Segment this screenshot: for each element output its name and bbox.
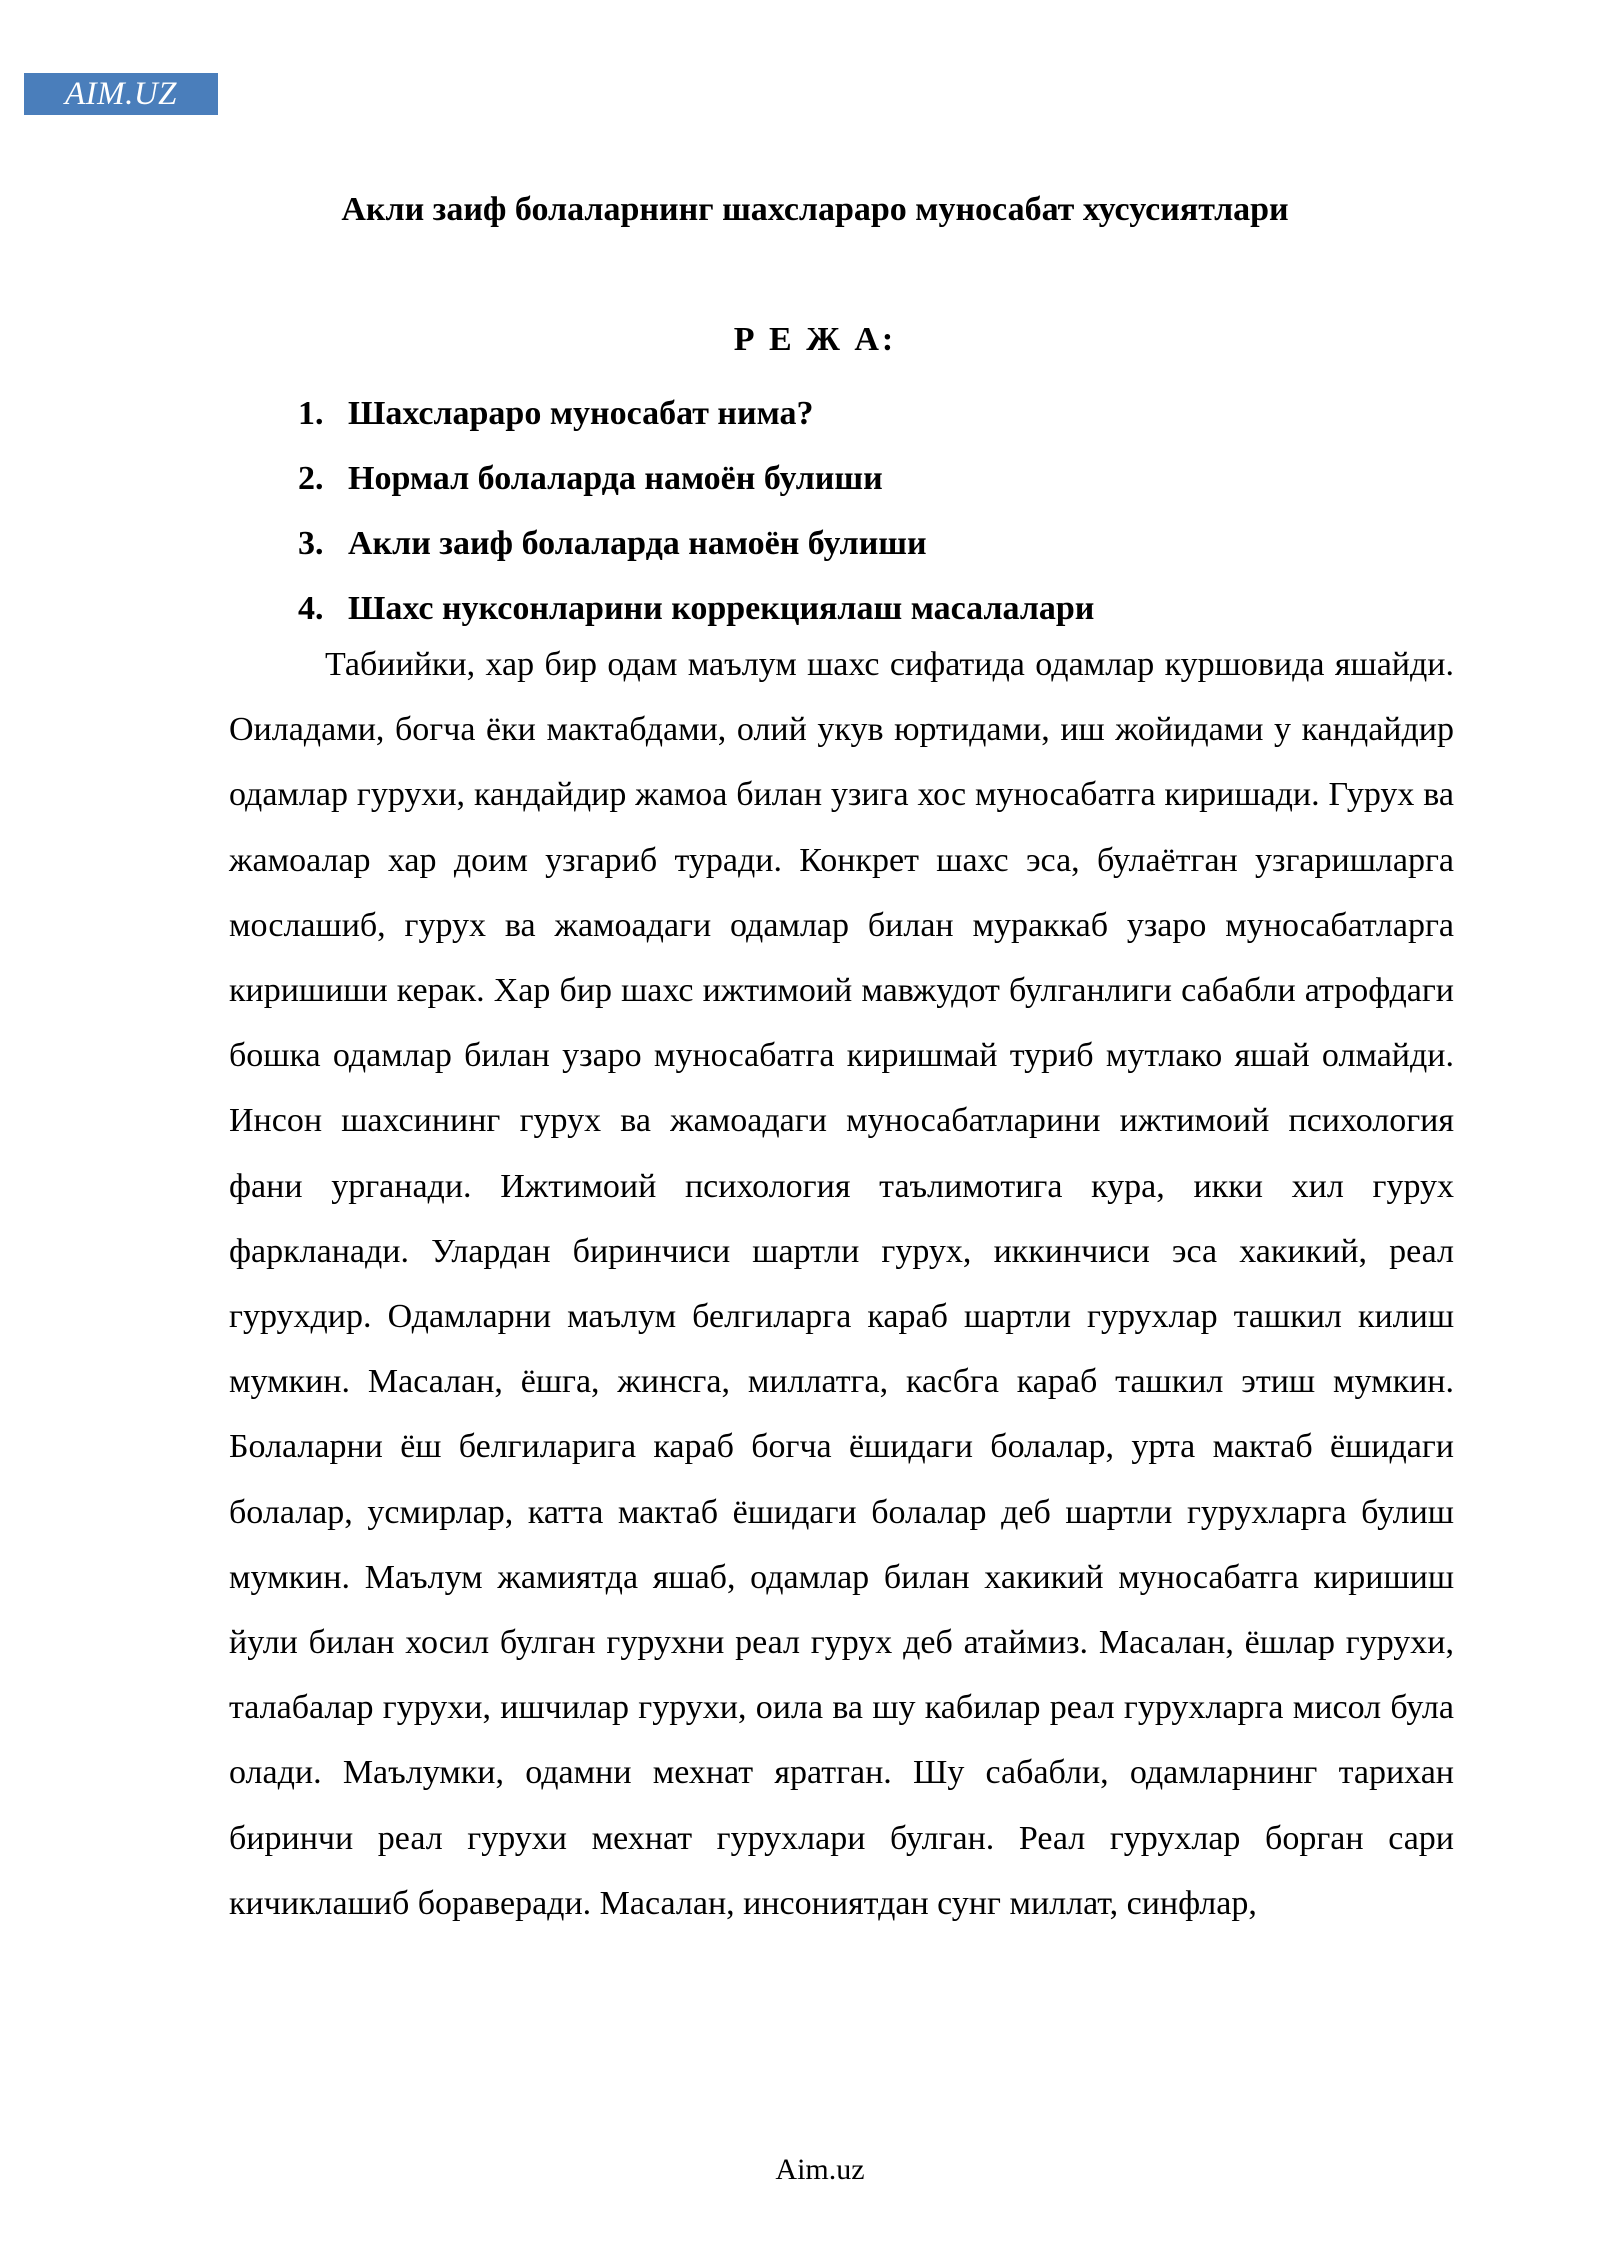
plan-list xyxy=(298,381,1094,641)
plan-item xyxy=(298,381,1094,446)
plan-item-text: Акли заиф болаларда намоён булиши xyxy=(348,525,927,562)
plan-item-text: Шахслараро муносабат нима? xyxy=(348,395,814,432)
plan-item-text: Нормал болаларда намоён булиши xyxy=(348,460,883,497)
plan-item-number: 1. xyxy=(298,395,324,432)
page-footer: Aim.uz xyxy=(775,2153,865,2186)
document-title: Акли заиф болаларнинг шахслараро муносабат хусусиятлари xyxy=(341,191,1289,228)
plan-item xyxy=(298,446,1094,511)
body-paragraph: Табиийки, хар бир одам маълум шахс сифатида одамлар куршовида яшайди. Оиладами, богча ёки мактабдами, олий укув юртидами, иш жойидами у кандайдир одамлар гурухи, кандайдир жамоа билан узига хос муносабатга киришади. Гурух ва жамоалар хар доим узгариб туради. Конкрет шахс эса, булаётган узгаришларга мослашиб, гурух ва жамоадаги одамлар билан мураккаб узаро муносабатларга киришиши керак. Хар бир шахс ижтимоий мавжудот булганлиги сабабли атрофдаги бошка одамлар билан узаро муносабатга киришмай туриб мутлако яшай олмайди. Инсон шахсининг гурух ва жамоадаги муносабатларини ижтимоий психология фани урганади. Ижтимоий психология таълимотига кура, икки хил гурух фаркланади. Улардан биринчиси шартли гурух, иккинчиси эса хакикий, реал гурухдир. Одамларни маълум белгиларга караб шартли гурухлар ташкил килиш мумкин. Масалан, ёшга, жинсга, миллатга, касбга караб ташкил этиш мумкин. Болаларни ёш белгиларига караб богча ёшидаги болалар, урта мактаб ёшидаги болалар, усмирлар, катта мактаб ёшидаги болалар деб шартли гурухларга булиш мумкин. Маълум жамиятда яшаб, одамлар билан хакикий муносабатга киришиш йули билан хосил булган гурухни реал гурух деб атаймиз. Масалан, ёшлар гурухи, талабалар гурухи, ишчилар гурухи, оила ва шу кабилар реал гурухларга мисол була олади. Маълумки, одамни мехнат яратган. Шу сабабли, одамларнинг тарихан биринчи реал гурухи мехнат гурухлари булган. Реал гурухлар борган сари кичиклашиб бораверади. Масалан, инсониятдан сунг миллат, синфлар, xyxy=(229,646,1454,1922)
plan-heading: Р Е Ж А: xyxy=(733,321,897,358)
site-logo[interactable] xyxy=(24,73,218,115)
plan-item-text: Шахс нуксонларини коррекциялаш масалалари xyxy=(348,590,1095,627)
site-logo-text: AIM.UZ xyxy=(64,75,178,112)
plan-item-number: 3. xyxy=(298,525,324,562)
plan-item xyxy=(298,511,1094,576)
plan-item-number: 2. xyxy=(298,460,324,497)
plan-item-number: 4. xyxy=(298,590,324,627)
